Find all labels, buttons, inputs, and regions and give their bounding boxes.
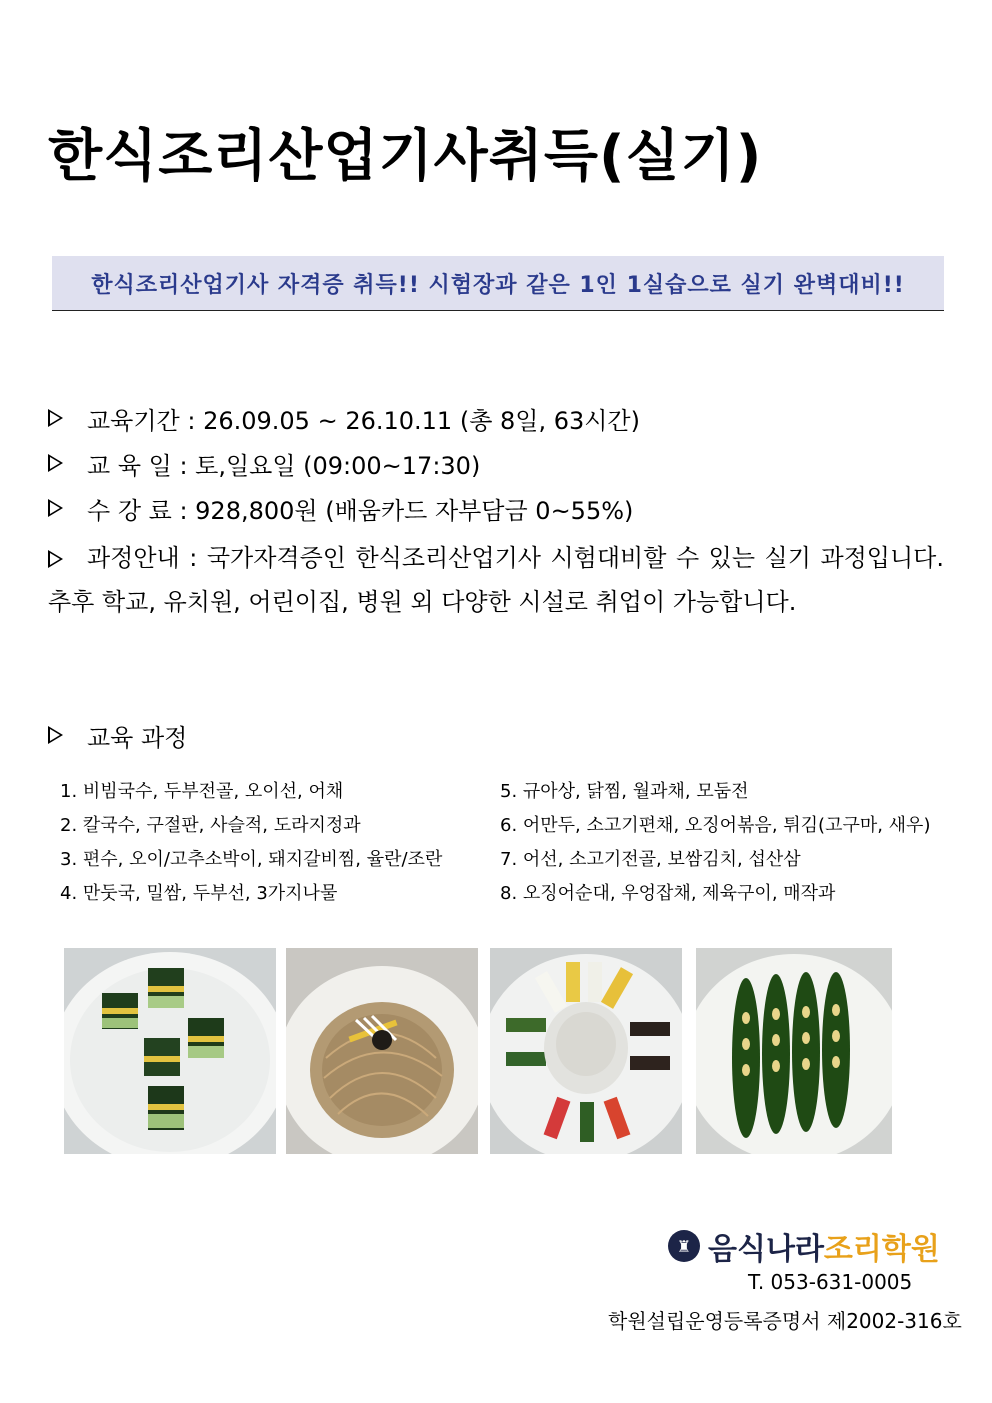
- course-item: 7. 어선, 소고기전골, 보쌈김치, 섭산삼: [500, 849, 801, 870]
- course-item: 3. 편수, 오이/고추소박이, 돼지갈비찜, 율란/조란: [60, 849, 443, 870]
- registration-number: 학원설립운영등록증명서 제2002-316호: [608, 1309, 962, 1333]
- course-list-left: [60, 775, 442, 911]
- triangle-bullet-icon: [48, 409, 63, 427]
- document-title: 한식조리산업기사취득(실기): [48, 124, 763, 189]
- dish-photo-4: [696, 948, 892, 1154]
- course-item: 8. 오징어순대, 우엉잡채, 제육구이, 매작과: [500, 883, 836, 904]
- course-item: 4. 만둣국, 밀쌈, 두부선, 3가지나물: [60, 883, 338, 904]
- course-item: 5. 규아상, 닭찜, 월과채, 모둠전: [500, 781, 749, 802]
- curriculum-heading-text: 교육 과정: [87, 723, 188, 752]
- phone-number: T. 053-631-0005: [748, 1270, 913, 1294]
- dish-photo-1: [64, 948, 276, 1154]
- promo-banner: [52, 256, 944, 311]
- dish-photo-2: [286, 948, 478, 1154]
- course-list-right: [500, 775, 930, 911]
- dish-photo-3: [490, 948, 682, 1154]
- info-days: [48, 443, 480, 483]
- triangle-bullet-icon: [48, 499, 63, 517]
- info-period-text: 교육기간 : 26.09.05 ~ 26.10.11 (총 8일, 63시간): [87, 406, 640, 435]
- info-fee-text: 수 강 료 : 928,800원 (배움카드 자부담금 0~55%): [87, 496, 634, 525]
- chef-hat-icon: ♜: [668, 1230, 700, 1262]
- triangle-bullet-icon: [48, 454, 63, 472]
- logo-text-1: 음식나라: [708, 1232, 824, 1267]
- logo-text-2: 조리학원: [823, 1232, 940, 1267]
- curriculum-heading: [48, 715, 187, 755]
- course-item: 1. 비빔국수, 두부전골, 오이선, 어채: [60, 781, 344, 802]
- info-days-text: 교 육 일 : 토,일요일 (09:00~17:30): [87, 451, 481, 480]
- info-period: [48, 398, 640, 438]
- academy-logo: [668, 1224, 940, 1268]
- promo-banner-text: 한식조리산업기사 자격증 취득!! 시험장과 같은 1인 1실습으로 실기 완벽대비!!: [91, 272, 905, 298]
- triangle-bullet-icon: [48, 726, 63, 744]
- info-fee: [48, 488, 633, 528]
- info-guide: [48, 536, 944, 624]
- info-guide-text: 과정안내 : 국가자격증인 한식조리산업기사 시험대비할 수 있는 실기 과정입니다. 추후 학교, 유치원, 어린이집, 병원 외 다양한 시설로 취업이 가능합니다.: [48, 544, 944, 616]
- course-item: 2. 칼국수, 구절판, 사슬적, 도라지정과: [60, 815, 361, 836]
- triangle-bullet-icon: [48, 550, 63, 568]
- course-item: 6. 어만두, 소고기편채, 오징어볶음, 튀김(고구마, 새우): [500, 815, 931, 836]
